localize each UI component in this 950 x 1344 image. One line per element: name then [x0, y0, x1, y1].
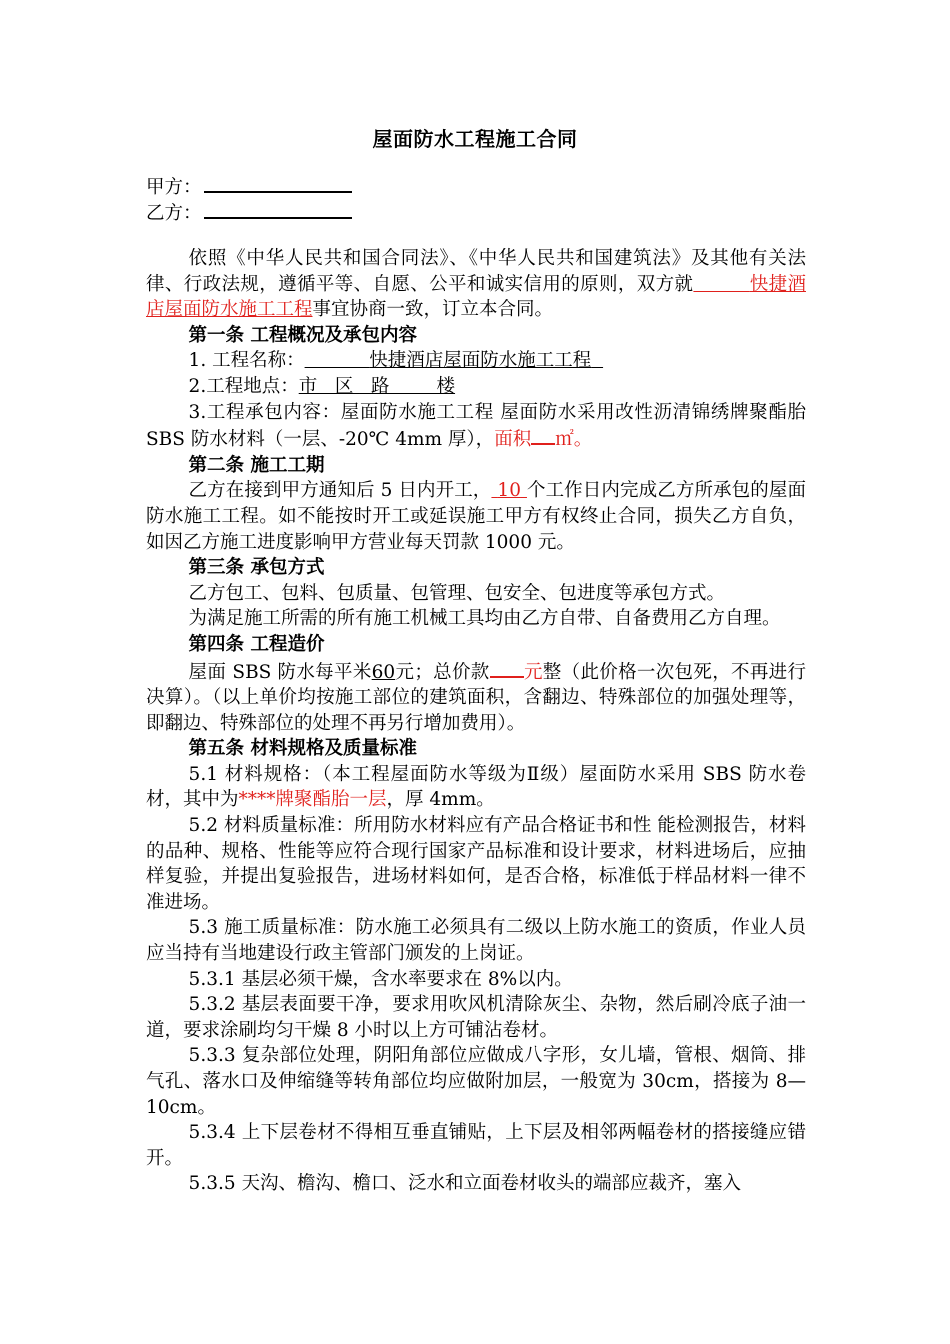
- article-2-heading: 第二条 施工工期: [188, 454, 325, 476]
- section-5-1: 5.1 材料规格：（本工程屋面防水等级为Ⅱ级）屋面防水采用 SBS 防水卷材，其中为****牌聚酯胎一层，厚 4mm。: [146, 763, 806, 811]
- section-5-3-4: 5.3.4 上下层卷材不得相互垂直铺贴，上下层及相邻两幅卷材的搭接缝应错开。: [146, 1122, 806, 1169]
- intro-paragraph: 依照《中华人民共和国合同法》、《中华人民共和国建筑法》及其他有关法律、行政法规，遵循平等、自愿、公平和诚实信用的原则，双方就 快捷酒店屋面防水施工工程事宜协商一致，订立本合同。: [146, 248, 806, 321]
- party-b-blank: [204, 199, 352, 219]
- article-3-heading: 第三条 承包方式: [188, 557, 325, 579]
- section-5-3-3: 5.3.3 复杂部位处理，阴阳角部位应做成八字形，女儿墙，管根、烟筒、排气孔、落水口及伸缩缝等转角部位均应做附加层，一般宽为 30cm，搭接为 8—10cm。: [146, 1045, 806, 1118]
- article-4-heading: 第四条 工程造价: [188, 633, 325, 655]
- article-1-heading: 第一条 工程概况及承包内容: [188, 324, 417, 346]
- project-location-value: 市 区 路 楼: [298, 375, 456, 397]
- contract-mode-p1: 乙方包工、包料、包质量、包管理、包安全、包进度等承包方式。: [188, 582, 726, 604]
- party-a-label: 甲方：: [146, 177, 202, 198]
- construction-period-paragraph: 乙方在接到甲方通知后 5 日内开工， 10 个工作日内完成乙方所承包的屋面防水施工工程。如不能按时开工或延误施工甲方有权终止合同，损失乙方自负，如因乙方施工进度影响甲方营业每天罚款 1000 元。: [146, 480, 806, 553]
- project-location-line: 2.工程地点：市 区 路 楼: [188, 375, 456, 397]
- party-a-line: [146, 173, 352, 201]
- project-scope-line: 3.工程承包内容：屋面防水施工工程 屋面防水采用改性沥清锦绣牌聚酯胎 SBS 防水材料（一层、-20℃ 4mm 厚），面积 ㎡。: [146, 401, 806, 451]
- total-price-blank: [490, 658, 524, 678]
- contract-mode-p2: 为满足施工所需的所有施工机械工具均由乙方自带、自备费用乙方自理。: [188, 608, 781, 630]
- document-title: 屋面防水工程施工合同: [372, 127, 578, 151]
- party-a-blank: [204, 173, 352, 193]
- intro-project-name: 快捷酒店屋面防水施工工程: [146, 273, 806, 321]
- section-5-3-5: 5.3.5 天沟、檐沟、檐口、泛水和立面卷材收头的端部应裁齐，塞入: [188, 1173, 742, 1195]
- work-days-value: 10: [497, 480, 521, 502]
- project-name-line: 1. 工程名称： 快捷酒店屋面防水施工工程: [146, 348, 806, 374]
- price-paragraph: 屋面 SBS 防水每平米60元；总价款 元整（此价格一次包死，不再进行决算）。（以上单价均按施工部位的建筑面积，含翻边、特殊部位的加强处理等，即翻边、特殊部位的处理不再另行增加费用）。: [146, 658, 806, 737]
- section-5-3-1: 5.3.1 基层必须干燥，含水率要求在 8%以内。: [188, 968, 573, 990]
- article-5-heading: 第五条 材料规格及质量标准: [188, 738, 417, 760]
- area-blank: [531, 425, 555, 445]
- material-brand: ****牌聚酯胎一层: [238, 789, 387, 811]
- party-b-label: 乙方：: [146, 203, 202, 224]
- contract-body: [146, 246, 806, 1197]
- project-name-value: 快捷酒店屋面防水施工工程: [369, 350, 592, 372]
- section-5-3-2: 5.3.2 基层表面要干净，要求用吹风机清除灰尘、杂物，然后刷冷底子油一道，要求涂刷均匀干燥 8 小时以上方可铺沾卷材。: [146, 994, 806, 1041]
- unit-price-value: 60: [371, 661, 396, 683]
- party-b-line: [146, 199, 352, 227]
- section-5-3: 5.3 施工质量标准：防水施工必须具有二级以上防水施工的资质，作业人员应当持有当地建设行政主管部门颁发的上岗证。: [146, 917, 806, 965]
- section-5-2: 5.2 材料质量标准：所用防水材料应有产品合格证书和性 能检测报告，材料的品种、规格、性能等应符合现行国家产品标准和设计要求，材料进场后，应抽样复验，并提出复验报告，进场材料如何，是否合格，标准低于样品材料一律不准进场。: [146, 815, 806, 913]
